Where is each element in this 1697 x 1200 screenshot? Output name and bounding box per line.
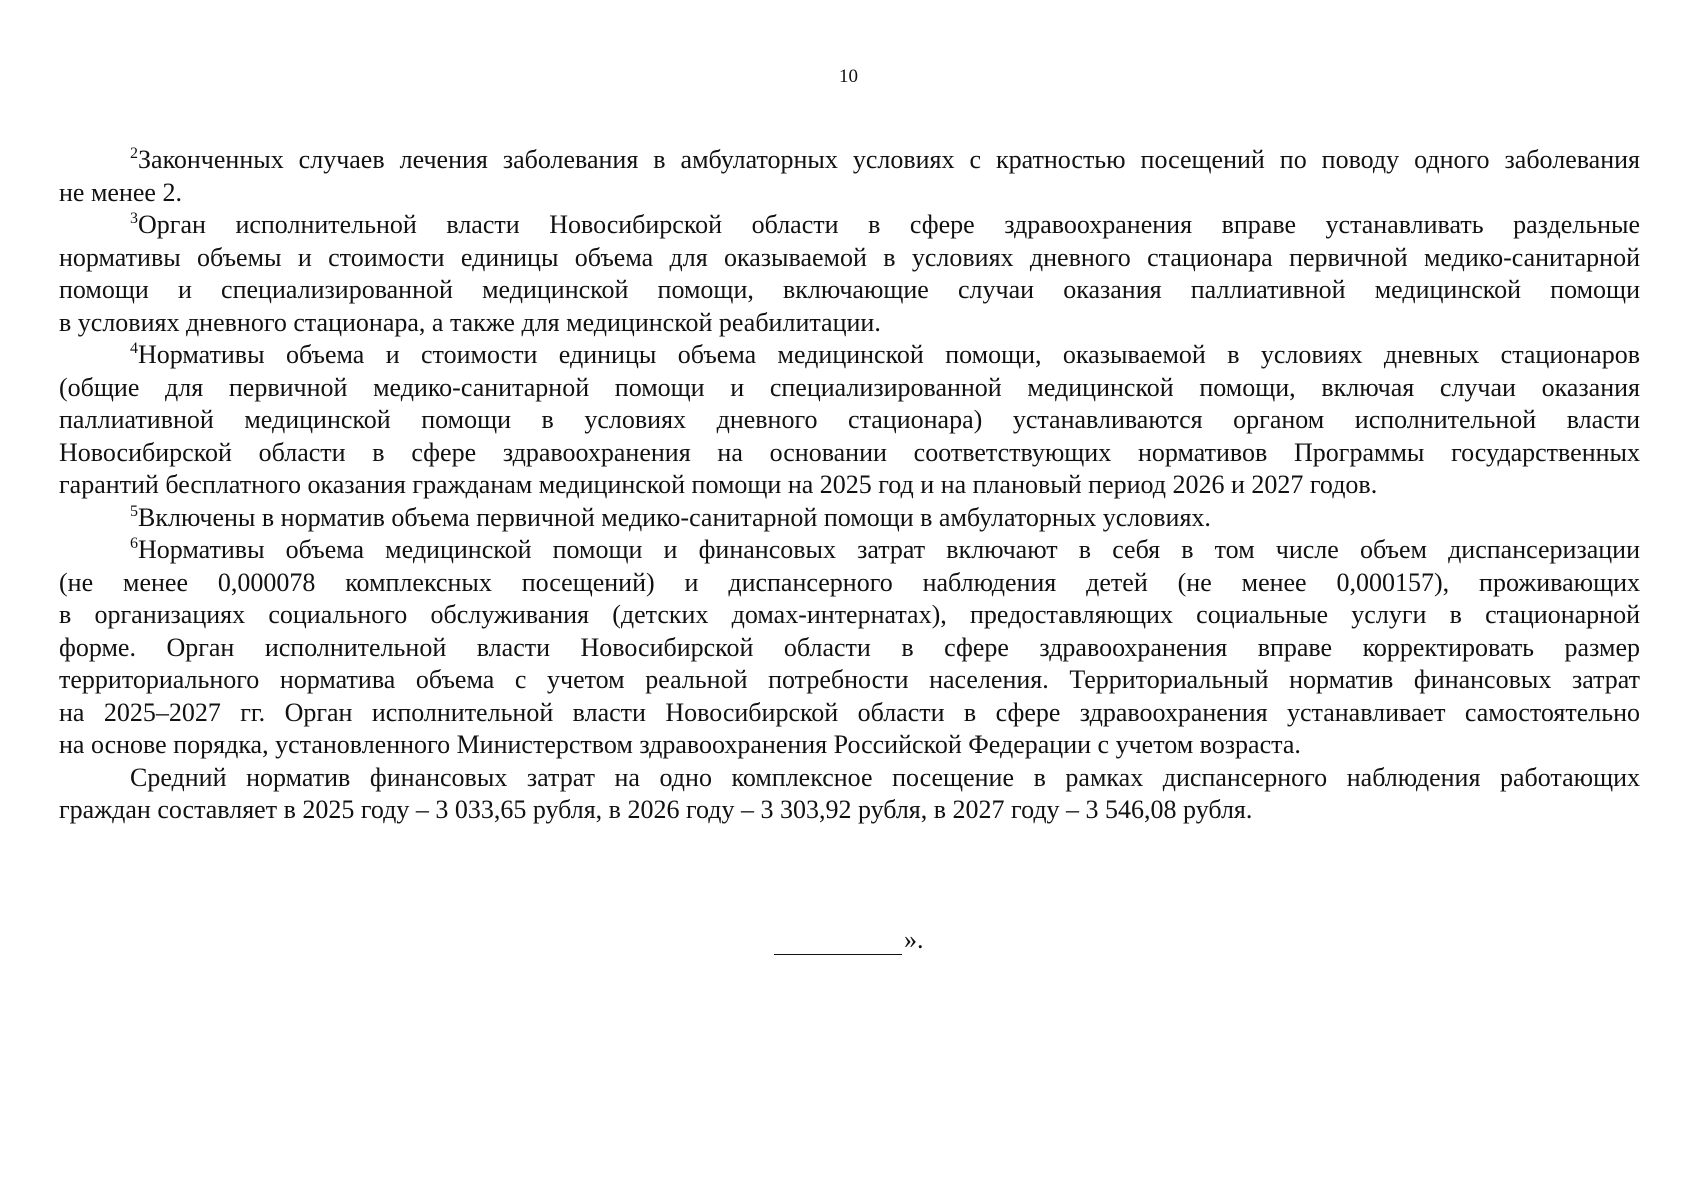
line-text: в организациях социального обслуживания (детских домах-интернатах), предоставляющих социальные услуги в стационарной	[59, 600, 1640, 629]
document-body	[59, 144, 1640, 827]
text-line	[59, 404, 1640, 437]
line-text: форме. Орган исполнительной власти Новосибирской области в сфере здравоохранения вправе корректировать размер	[59, 632, 1640, 662]
line-text: не менее 2.	[59, 177, 182, 207]
line-text: Нормативы объема и стоимости единицы объема медицинской помощи, оказываемой в условиях дневных стационаров	[138, 340, 1640, 369]
text-line	[59, 307, 1640, 340]
line-text: (не менее 0,000078 комплексных посещений) и диспансерного наблюдения детей (не менее 0,000157), проживающих	[59, 567, 1640, 597]
text-line	[59, 794, 1640, 827]
line-text: на основе порядка, установленного Министерством здравоохранения Российской Федерации с учетом возраста.	[59, 730, 1301, 759]
text-line	[59, 144, 1640, 177]
text-line	[59, 534, 1640, 567]
footnote-mark: 5	[130, 502, 138, 520]
closing-mark	[774, 925, 924, 955]
line-text: нормативы объемы и стоимости единицы объема для оказываемой в условиях дневного стационара первичной медико-санитарной	[59, 242, 1640, 272]
text-line	[59, 762, 1640, 795]
line-text: (общие для первичной медико-санитарной помощи и специализированной медицинской помощи, включая случаи оказания	[59, 372, 1640, 402]
line-text: Включены в норматив объема первичной медико-санитарной помощи в амбулаторных условиях.	[138, 502, 1211, 532]
footnote-mark: 6	[130, 535, 138, 552]
line-text: в условиях дневного стационара, а также для медицинской реабилитации.	[59, 307, 881, 337]
closing-quote: ».	[904, 925, 924, 954]
text-line	[59, 339, 1640, 372]
text-line	[59, 567, 1640, 600]
text-line	[59, 599, 1640, 632]
text-line	[59, 729, 1640, 762]
line-text: Новосибирской области в сфере здравоохранения на основании соответствующих нормативов Программы государственных	[59, 437, 1640, 467]
text-line	[59, 209, 1640, 242]
footnote-mark: 2	[130, 145, 138, 162]
footnote-paragraph	[59, 762, 1640, 827]
footnote-mark: 3	[130, 210, 138, 227]
line-text: на 2025–2027 гг. Орган исполнительной власти Новосибирской области в сфере здравоохранения устанавливает самостоятельно	[59, 697, 1640, 727]
line-text: территориального норматива объема с учетом реальной потребности населения. Территориальный норматив финансовых затрат	[59, 665, 1640, 694]
line-text: паллиативной медицинской помощи в условиях дневного стационара) устанавливаются органом исполнительной власти	[59, 405, 1640, 434]
line-text: Средний норматив финансовых затрат на одно комплексное посещение в рамках диспансерного наблюдения работающих	[130, 762, 1640, 792]
text-line	[59, 274, 1640, 307]
page-number: 10	[839, 66, 858, 87]
line-text: Законченных случаев лечения заболевания в амбулаторных условиях с кратностью посещений по поводу одного заболевания	[138, 145, 1640, 174]
signature-rule	[774, 932, 902, 955]
text-line	[59, 664, 1640, 697]
text-line	[59, 502, 1640, 535]
line-text: гарантий бесплатного оказания гражданам медицинской помощи на 2025 год и на плановый период 2026 и 2027 годов.	[59, 470, 1378, 499]
text-line	[59, 242, 1640, 275]
text-line	[59, 437, 1640, 470]
text-line	[59, 469, 1640, 502]
line-text: Нормативы объема медицинской помощи и финансовых затрат включают в себя в том числе объем диспансеризации	[138, 535, 1640, 564]
text-line	[59, 697, 1640, 730]
line-text: помощи и специализированной медицинской помощи, включающие случаи оказания паллиативной медицинской помощи	[59, 275, 1640, 304]
footnote-mark: 4	[130, 340, 138, 357]
line-text: Орган исполнительной власти Новосибирской области в сфере здравоохранения вправе устанавливать раздельные	[138, 210, 1640, 239]
text-line	[59, 632, 1640, 665]
footnote-paragraph	[59, 534, 1640, 762]
footnote-paragraph	[59, 209, 1640, 339]
text-line	[59, 177, 1640, 210]
footnote-paragraph	[59, 339, 1640, 502]
line-text: граждан составляет в 2025 году – 3 033,65 рубля, в 2026 году – 3 303,92 рубля, в 2027 году – 3 546,08 рубля.	[59, 795, 1253, 824]
footnote-paragraph	[59, 502, 1640, 535]
footnote-paragraph	[59, 144, 1640, 209]
text-line	[59, 372, 1640, 405]
